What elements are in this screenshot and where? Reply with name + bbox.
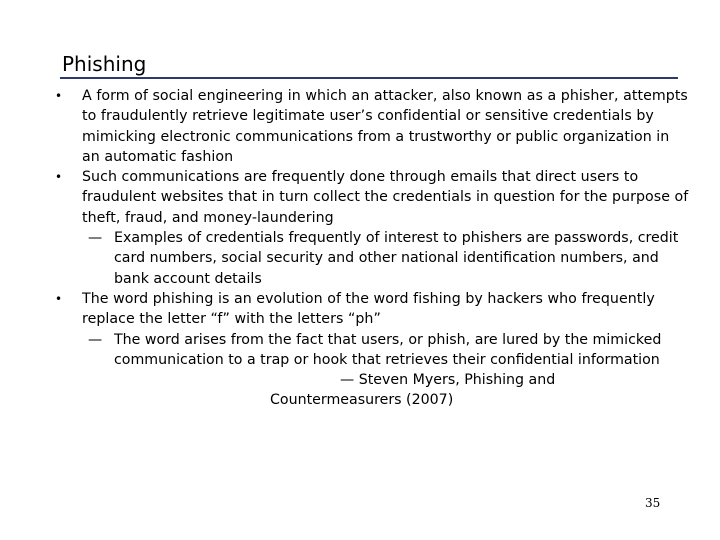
- citation: [40, 370, 690, 411]
- slide-title: Phishing: [62, 52, 147, 76]
- sub-bullet-text: Examples of credentials frequently of interest to phishers are passwords, credit card numbers, social security and other national identification numbers, and bank account details: [114, 230, 679, 287]
- bullet-item: [40, 167, 690, 228]
- bullet-item: [40, 289, 690, 330]
- citation-line-2: Countermeasurers (2007): [270, 392, 454, 409]
- page-number: 35: [645, 496, 661, 510]
- sub-bullet-dash: —: [88, 331, 103, 348]
- bullet-text: A form of social engineering in which an attacker, also known as a phisher, attempts to fraudulently retrieve legitimate user’s confidential or sensitive credentials by mimicking electronic communications from a trustworthy or public organization in an automatic fashion: [82, 88, 688, 165]
- bullet-text: The word phishing is an evolution of the word fishing by hackers who frequently replace the letter “f” with the letters “ph”: [82, 290, 655, 328]
- sub-bullet-text: The word arises from the fact that users, or phish, are lured by the mimicked communication to a trap or hook that retrieves their confidential information: [114, 331, 662, 368]
- bullet-item: [40, 86, 690, 167]
- title-divider: [60, 77, 678, 79]
- bullet-marker: •: [55, 170, 63, 185]
- bullet-marker: •: [55, 291, 63, 306]
- bullet-marker: •: [55, 89, 63, 103]
- sub-bullet-dash: —: [88, 230, 103, 247]
- bullet-text: Such communications are frequently done through emails that direct users to fraudulent websites that in turn collect the credentials in question for the purpose of theft, fraud, and money-laundering: [82, 169, 689, 226]
- citation-line-1: — Steven Myers, Phishing and: [340, 372, 556, 389]
- sub-bullet-item: [40, 228, 690, 289]
- sub-bullet-item: [40, 330, 690, 371]
- slide-content: [40, 86, 690, 411]
